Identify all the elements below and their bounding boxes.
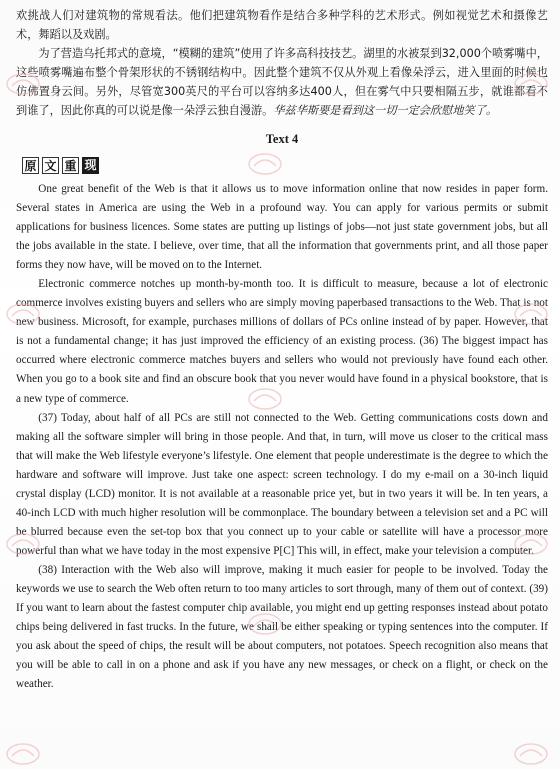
chinese-paragraph-1-text: 欢挑战人们对建筑物的常规看法。他们把建筑物看作是结合多种学科的艺术形式。例如视觉艺术和摄像艺术，舞蹈以及戏剧。 xyxy=(16,9,548,41)
chinese-paragraph-2-text: 为了营造乌托邦式的意境，“模糊的建筑”使用了许多高科技技艺。湖里的水被泵到32,000个喷雾嘴中，这些喷雾嘴遍布整个骨架形状的不锈钢结构中。因此整个建筑不仅从外观上看像朵浮云，进入里面的时候也仿佛置身云间。另外，尽管宽300英尺的平台可以容纳多达400人，但在雾气中只要相隔五步，就谁都看不到谁了，因此你真的可以说是像一朵浮云独自漫游。 xyxy=(16,47,548,117)
english-paragraph-2: Electronic commerce notches up month-by-month too. It is difficult to measure, because a lot of electronic commerce involves existing buyers and sellers who are simply moving paperbased transactions to the Web. That is not new business. Microsoft, for example, purchases millions of dollars of PCs online instead of by paper. However, that is not a fundamental change; it has just improved the efficiency of an existing process. (36) The biggest impact has occurred where electronic commerce matches buyers and sellers who would not previously have found each other. When you go to a book site and find an obscure book that you never would have found in a physical bookstore, that is a new type of commerce. xyxy=(16,278,548,405)
section-heading xyxy=(22,157,548,174)
section-heading-char-2: 文 xyxy=(42,157,59,174)
section-heading-char-4: 现 xyxy=(82,157,99,174)
section-heading-char-3: 重 xyxy=(62,157,79,174)
chinese-paragraph-2-italic: 华兹华斯要是看到这一切一定会欣慰地笑了。 xyxy=(273,104,498,117)
text-title: Text 4 xyxy=(265,132,299,146)
section-heading-char-1: 原 xyxy=(22,157,39,174)
chinese-paragraph-1 xyxy=(16,6,548,44)
chinese-paragraph-2 xyxy=(16,44,548,120)
english-paragraph-4: (38) Interaction with the Web also will improve, making it much easier for people to be involved. Today the keywords we use to search the Web often return to too many articles to sort through, many of them out of context. (39) If you want to learn about the fastest computer chip available, you might end up getting responses instead about potato chips being delivered in fast trucks. In the future, we shall be either speaking or typing sentences into the computer. If you ask about the speed of chips, the result will be about computers, not potatoes. Speech recognition also means that you will be able to call in on a phone and ask if you have any new messages, or check on a flight, or check on the weather. xyxy=(16,563,548,691)
english-paragraph-1: One great benefit of the Web is that it allows us to move information online that now resides in paper form. Several states in America are using the Web in a profound way. You can apply for various permits or submit applications for business licences. Some states are putting up listings of jobs—not just state government jobs, but all the jobs available in the state. I believe, over time, that all the information that governments print, and all those paper forms they now have, will be moved on to the Internet. xyxy=(16,183,548,272)
english-paragraph-3: (37) Today, about half of all PCs are still not connected to the Web. Getting communications costs down and making all the software simpler will bring in those people. And that, in turn, will move us closer to the critical mass that will make the Web lifestyle everyone’s lifestyle. One element that people underestimate is the degree to which the hardware and software will improve. Just take one aspect: screen technology. I do my e-mail on a 30-inch liquid crystal display (LCD) monitor. It is not available at a reasonable price yet, but in two years it will be. In ten years, a 40-inch LCD with much higher resolution will be commonplace. The boundary between a television set and a PC will be blurred because even the set-top box that you connect up to your cable or satellite will have a processor more powerful than what we have today in the most expensive P[C] This will, in effect, make your television a computer. xyxy=(16,411,548,557)
